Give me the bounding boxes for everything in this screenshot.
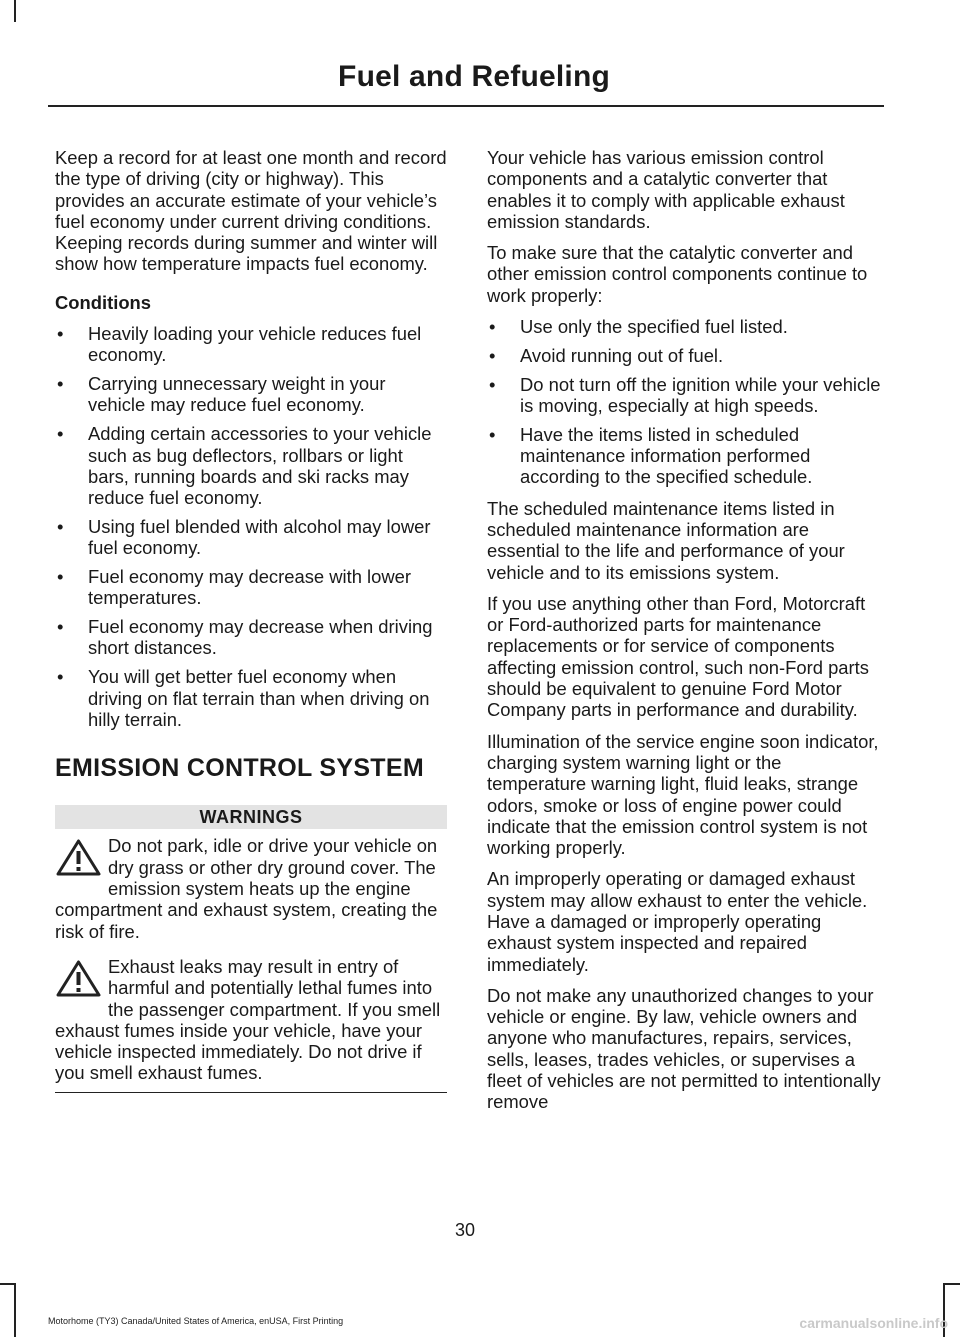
section-heading: EMISSION CONTROL SYSTEM (55, 754, 424, 783)
list-item (55, 516, 447, 559)
bullet-glyph: • (57, 666, 64, 688)
paragraph: An improperly operating or damaged exhaust system may allow exhaust to enter the vehicle. Have a damaged or improperly operating exhaust system inspected and repaired immediately. (487, 868, 868, 975)
list-item (55, 566, 447, 609)
crop-mark-bottom-left-h (0, 1283, 15, 1285)
list-item-text: Adding certain accessories to your vehicle such as bug deflectors, rollbars or light bars, running boards and ski racks may reduce fuel economy. (88, 423, 432, 509)
footer-edition-text: Motorhome (TY3) Canada/United States of America, enUSA, First Printing (48, 1316, 344, 1326)
bullet-glyph: • (489, 316, 496, 338)
warning-text: Do not park, idle or drive your vehicle on dry grass or other dry ground cover. The emission system heats up the engine compartment and exhaust system, creating the risk of fire. (55, 835, 438, 942)
bullet-glyph: • (57, 515, 64, 537)
intro-paragraph: Keep a record for at least one month and record the type of driving (city or highway). This provides an accurate estimate of your vehicle’s fuel economy under current driving conditions. Keeping records during summer and winter will show how temperature impacts fuel economy. (55, 147, 447, 275)
paragraph: If you use anything other than Ford, Motorcraft or Ford-authorized parts for maintenance replacements or for service of components affecting emission control, such non-Ford parts should be equivalent to genuine Ford Motor Company parts in performance and durability. (487, 592, 869, 721)
left-column (55, 147, 447, 1107)
list-item-text: Fuel economy may decrease with lower temperatures. (88, 566, 411, 609)
crop-mark-bottom-left (14, 1283, 16, 1337)
warning-triangle-icon (55, 958, 102, 998)
page-number: 30 (454, 1220, 476, 1240)
list-item-text: Do not turn off the ignition while your vehicle is moving, especially at high speeds. (520, 373, 881, 416)
emission-tips-list (487, 316, 881, 488)
list-item-text: Fuel economy may decrease when driving short distances. (88, 616, 433, 659)
list-item-text: Avoid running out of fuel. (520, 344, 724, 366)
warning-triangle-icon (55, 837, 102, 877)
list-item (487, 345, 881, 366)
warnings-banner: WARNINGS (55, 805, 447, 829)
warnings-end-divider (55, 1092, 447, 1094)
list-item (487, 374, 881, 417)
list-item-text: Carrying unnecessary weight in your vehicle may reduce fuel economy. (88, 373, 386, 416)
warning-text: Exhaust leaks may result in entry of harmful and potentially lethal fumes into the passenger compartment. If you smell exhaust fumes inside your vehicle, have your vehicle inspected immediately. Do not drive if you smell exhaust fumes. (55, 955, 441, 1084)
list-item (487, 424, 881, 488)
header-divider (48, 105, 884, 107)
paragraph: Do not make any unauthorized changes to your vehicle or engine. By law, vehicle owners and anyone who manufactures, repairs, services, sells, leases, trades vehicles, or supervises a fleet of vehicles are not permitted to intentionally remove (487, 984, 881, 1113)
bullet-glyph: • (57, 373, 64, 395)
right-column (487, 147, 881, 1123)
list-item-text: Use only the specified fuel listed. (520, 316, 788, 338)
crop-mark-bottom-right-h (943, 1283, 960, 1285)
list-item (55, 323, 447, 366)
list-item (55, 373, 447, 416)
warning-block (55, 956, 447, 1093)
bullet-glyph: • (57, 423, 64, 445)
bullet-glyph: • (489, 344, 496, 366)
list-item-text: Heavily loading your vehicle reduces fuel economy. (88, 323, 422, 366)
list-item (487, 316, 881, 337)
list-item (55, 666, 447, 730)
bullet-glyph: • (489, 423, 496, 445)
bullet-glyph: • (57, 616, 64, 638)
bullet-glyph: • (489, 373, 496, 395)
paragraph: To make sure that the catalytic converter and other emission control components continue to work properly: (487, 242, 868, 306)
conditions-heading: Conditions (55, 291, 152, 313)
paragraph: Your vehicle has various emission control components and a catalytic converter that enables it to comply with applicable exhaust emission standards. (487, 147, 845, 232)
list-item-text: Have the items listed in scheduled maintenance information performed according to the specified schedule. (520, 423, 813, 488)
paragraph: The scheduled maintenance items listed in scheduled maintenance information are essential to the life and performance of your vehicle and to its emissions system. (487, 497, 845, 583)
crop-mark-top-left (14, 0, 16, 22)
list-item (55, 423, 447, 508)
warning-block (55, 835, 447, 941)
list-item-text: You will get better fuel economy when driving on flat terrain than when driving on hilly terrain. (88, 666, 430, 730)
watermark: carmanualsonline.info (799, 1315, 948, 1331)
list-item-text: Using fuel blended with alcohol may lower fuel economy. (88, 515, 431, 559)
paragraph: Illumination of the service engine soon indicator, charging system warning light or the temperature warning light, fluid leaks, strange odors, smoke or loss of engine power could indicate that the emission control system is not working properly. (487, 730, 879, 859)
bullet-glyph: • (57, 323, 64, 345)
conditions-list (55, 323, 447, 730)
page-title: Fuel and Refueling (338, 60, 610, 93)
list-item (55, 616, 447, 659)
bullet-glyph: • (57, 566, 64, 588)
